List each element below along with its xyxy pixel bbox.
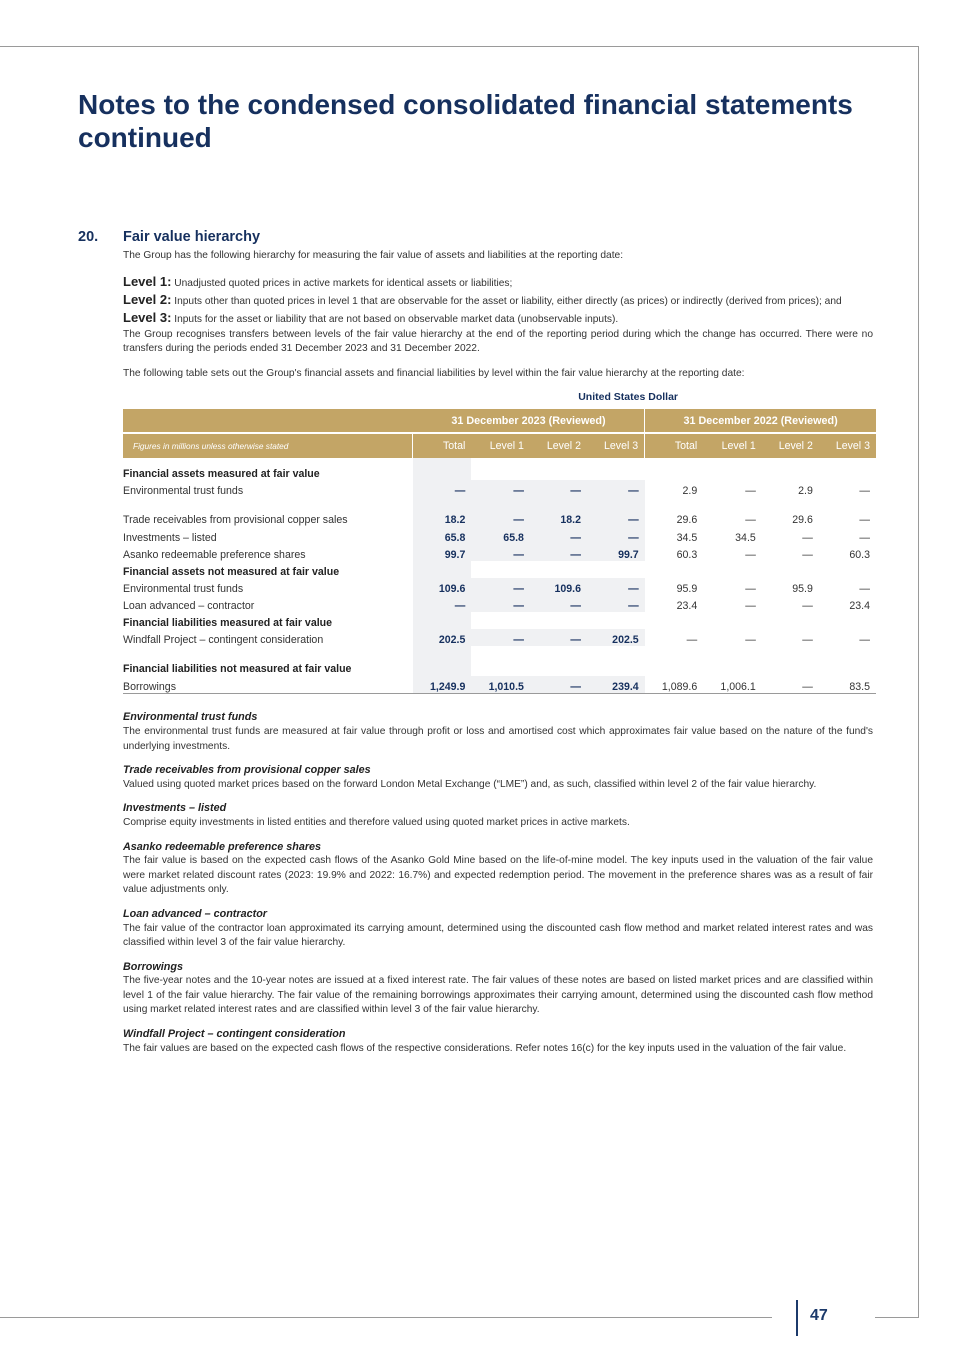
row-label: Windfall Project – contingent consideration [123, 634, 324, 647]
page-number-divider [796, 1300, 798, 1336]
column-header: Level 1 [471, 433, 530, 458]
period-prior-header: 31 December 2022 (Reviewed) [645, 409, 876, 433]
cell: — [471, 544, 530, 561]
page-frame-right [918, 46, 919, 1318]
table-category-row [123, 612, 876, 629]
cell: — [471, 595, 530, 612]
cell: 83.5 [819, 676, 876, 694]
cell: — [471, 629, 530, 646]
cell: 202.5 [413, 629, 472, 646]
section-title: Fair value hierarchy [123, 229, 261, 245]
table-row [123, 527, 876, 544]
row-label: Trade receivables from provisional copper sales [123, 514, 348, 527]
cell: 2.9 [682, 485, 698, 498]
note-text: The fair value of the contractor loan approximated its carrying amount, determined using the discounted cash flow method and market related interest rates and was classified within level 3 of the fair value hierarchy. [123, 922, 873, 949]
cell: 65.8 [471, 527, 530, 544]
cell: — [859, 514, 870, 527]
cell: 202.5 [587, 629, 645, 646]
table-category-row [123, 458, 876, 480]
note-investments-listed [123, 801, 873, 830]
cell: — [745, 583, 756, 596]
column-header: Level 1 [703, 433, 762, 458]
cell: — [413, 480, 472, 497]
cell: 18.2 [530, 497, 587, 527]
table-row [123, 480, 876, 497]
cell: — [802, 532, 813, 545]
column-header: Total [413, 433, 472, 458]
cell: 18.2 [413, 497, 472, 527]
note-title: Environmental trust funds [123, 711, 258, 724]
note-text: The environmental trust funds are measured at fair value through profit or loss and amortised cost which approximates fair value based on the nature of the fund's underlying investments. [123, 725, 873, 752]
table-row [123, 497, 876, 527]
column-header: Level 3 [587, 433, 645, 458]
table-row [123, 676, 876, 694]
cell: — [530, 544, 587, 561]
column-header: Level 3 [819, 433, 876, 458]
row-label: Environmental trust funds [123, 485, 244, 498]
row-label: Environmental trust funds [123, 583, 244, 596]
level-1-label: Level 1: [123, 273, 172, 289]
cell: 109.6 [530, 578, 587, 595]
cell: — [859, 583, 870, 596]
cell: 1,010.5 [471, 676, 530, 694]
cell: 2.9 [798, 485, 813, 498]
table-row [123, 578, 876, 595]
row-label: Financial liabilities not measured at fair value [123, 663, 352, 676]
table-row [123, 595, 876, 612]
cell: — [745, 549, 756, 562]
row-label: Asanko redeemable preference shares [123, 549, 306, 562]
table-intro: The following table sets out the Group's financial assets and financial liabilities by level within the fair value hierarchy at the reporting date: [123, 367, 745, 379]
cell: 1,249.9 [413, 676, 472, 694]
section-number: 20. [78, 229, 99, 245]
transfers-paragraph: The Group recognises transfers between levels of the fair value hierarchy at the end of the reporting period during which the change has occurred. There were no transfers during the periods ended 31 December 2023 and 31 December 2022. [123, 328, 873, 355]
cell: — [859, 485, 870, 498]
cell: — [587, 497, 645, 527]
cell: — [530, 629, 587, 646]
cell: 60.3 [676, 549, 698, 562]
table-category-row [123, 561, 876, 578]
level-2-label: Level 2: [123, 291, 172, 307]
cell: — [413, 595, 472, 612]
cell: — [762, 676, 819, 694]
table-column-header [123, 433, 876, 458]
cell: — [587, 480, 645, 497]
cell: 65.8 [413, 527, 472, 544]
cell: 23.4 [676, 600, 698, 613]
column-header: Level 2 [530, 433, 587, 458]
page-frame-bottom [0, 1317, 772, 1318]
cell: 34.5 [735, 532, 756, 545]
cell: — [859, 634, 870, 647]
table-category-row [123, 646, 876, 676]
cell: — [530, 595, 587, 612]
currency-label: United States Dollar [578, 391, 678, 404]
cell: — [802, 634, 813, 647]
cell: 95.9 [676, 583, 698, 596]
page-frame-top [0, 46, 919, 47]
cell: 95.9 [792, 583, 813, 596]
level-3-definition [123, 310, 873, 328]
page-frame-bottom-right [875, 1317, 919, 1318]
level-1-text: Unadjusted quoted prices in active markets for identical assets or liabilities; [174, 277, 513, 289]
cell: — [587, 595, 645, 612]
row-label: Loan advanced – contractor [123, 600, 255, 613]
cell: 239.4 [587, 676, 645, 694]
cell: — [530, 480, 587, 497]
note-title: Trade receivables from provisional copper sales [123, 764, 371, 777]
cell: 99.7 [587, 544, 645, 561]
note-text: The five-year notes and the 10-year notes are issued at a fixed interest rate. The fair values of these notes are based on listed market prices and are classified within level 1 of the fair value hierarchy. The fair value of the remaining borrowings approximates their carrying amount, determined using the discounted cash flow method using market related interest rates and are classified within level 3 of the fair value hierarchy. [123, 975, 873, 1016]
row-label: Borrowings [123, 676, 413, 694]
cell: — [745, 634, 756, 647]
note-text: Comprise equity investments in listed entities and therefore valued using quoted market prices in active markets. [123, 816, 630, 828]
note-asanko-preference-shares [123, 840, 873, 898]
row-label: Financial assets measured at fair value [123, 468, 320, 481]
level-1-definition [123, 274, 873, 292]
cell: — [745, 514, 756, 527]
note-environmental-trust-funds [123, 710, 873, 754]
cell: 1,006.1 [703, 676, 762, 694]
note-text: Valued using quoted market prices based on the forward London Metal Exchange (“LME”) and, as such, classified within level 2 of the fair value hierarchy. [123, 778, 817, 790]
header-spacer [123, 409, 413, 433]
row-label: Investments – listed [123, 532, 217, 545]
note-borrowings [123, 960, 873, 1018]
page-number: 47 [810, 1307, 828, 1324]
cell: — [686, 634, 698, 647]
cell: — [802, 600, 813, 613]
cell: — [587, 578, 645, 595]
cell: — [587, 527, 645, 544]
note-title: Loan advanced – contractor [123, 907, 267, 920]
notes-list [123, 710, 873, 1056]
page-title: Notes to the condensed consolidated financial statements continued [78, 89, 853, 153]
column-header: Level 2 [762, 433, 819, 458]
table-period-header [123, 409, 876, 433]
cell: — [530, 527, 587, 544]
note-title: Asanko redeemable preference shares [123, 840, 322, 853]
row-label: Financial assets not measured at fair value [123, 566, 340, 579]
note-title: Borrowings [123, 960, 183, 973]
note-title: Windfall Project – contingent consideration [123, 1028, 346, 1041]
cell: — [745, 600, 756, 613]
cell: 99.7 [413, 544, 472, 561]
note-text: The fair values are based on the expected cash flows of the respective considerations. Refer notes 16(c) for the key inputs used in the valuation of the fair value. [123, 1042, 847, 1054]
section-intro: The Group has the following hierarchy for measuring the fair value of assets and liabilities at the reporting date: [123, 250, 624, 261]
period-current-header: 31 December 2023 (Reviewed) [413, 409, 645, 433]
cell: 29.6 [676, 514, 698, 527]
note-loan-advanced-contractor [123, 907, 873, 951]
cell: — [471, 497, 530, 527]
cell: 29.6 [792, 514, 813, 527]
table-row [123, 544, 876, 561]
row-label: Financial liabilities measured at fair value [123, 617, 333, 630]
level-3-label: Level 3: [123, 309, 172, 325]
cell: — [859, 532, 870, 545]
note-title: Investments – listed [123, 802, 227, 815]
cell: — [530, 676, 587, 694]
cell: — [471, 578, 530, 595]
cell: — [471, 480, 530, 497]
figures-note: Figures in millions unless otherwise stated [123, 433, 413, 458]
level-2-definition [123, 292, 873, 310]
note-windfall-project [123, 1027, 873, 1056]
cell: 23.4 [849, 600, 870, 613]
cell: — [745, 485, 756, 498]
cell: — [802, 549, 813, 562]
table-row [123, 629, 876, 646]
level-2-text: Inputs other than quoted prices in level 1 that are observable for the asset or liability, either directly (as prices) or indirectly (derived from prices); and [174, 295, 842, 307]
cell: 34.5 [676, 532, 698, 545]
fair-value-table [123, 409, 876, 694]
level-3-text: Inputs for the asset or liability that are not based on observable market data (unobservable inputs). [174, 313, 619, 325]
note-trade-receivables [123, 763, 873, 792]
column-header: Total [645, 433, 704, 458]
section-content [123, 228, 873, 1056]
cell: 109.6 [413, 578, 472, 595]
cell: 60.3 [849, 549, 870, 562]
cell: 1,089.6 [645, 676, 704, 694]
note-text: The fair value is based on the expected cash flows of the Asanko Gold Mine based on the life-of-mine model. The key inputs used in the valuation of the fair value were market related discount rates (2023: 19.9% and 2022: 16.7%) and expected redemption period. The movement in the preference shares was as a result of fair value adjustments only. [123, 855, 873, 896]
